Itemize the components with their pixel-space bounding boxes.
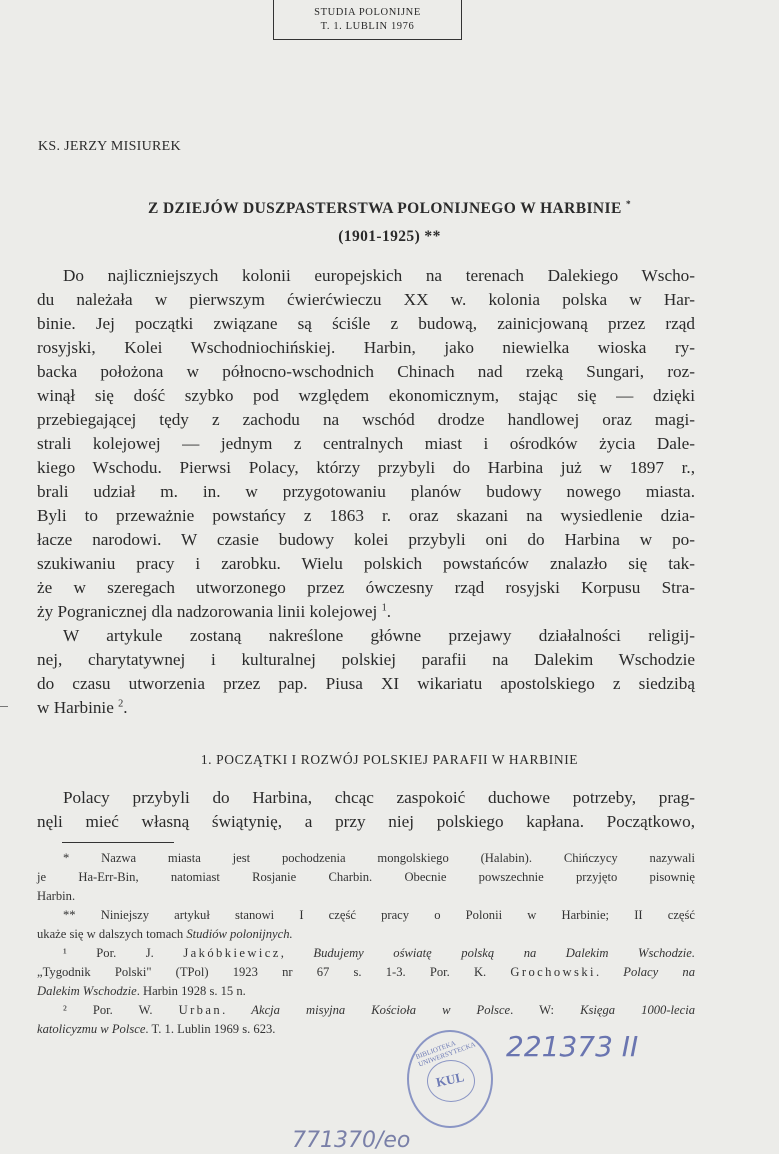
footnote-text: . [595,965,624,979]
footnote-line: je Ha-Err-Bin, natomiast Rosjanie Charbin. Obecnie powszechnie przyjęto pisownię [37,870,695,884]
article-subtitle [0,228,779,246]
footnote-italic: katolicyzmu w Polsce [37,1022,146,1036]
body-line: Byli to przeważnie powstańcy z 1863 r. oraz skazani na wysiedlenie dzia- [37,506,695,525]
footnote-author: Grochowski [510,965,596,979]
footnote-italic: Budujemy oświatę polską na Dalekim Wschodzie. [313,946,696,960]
footnote-italic: Księga 1000-lecia [580,1003,696,1017]
footnote-text: ² Por. W. [63,1003,179,1017]
journal-header-box [273,0,462,40]
footnote-italic: Akcja misyjna Kościoła w Polsce [251,1003,511,1017]
handwritten-shelfmark: 221373 II [506,1030,639,1063]
body-line: W artykule zostaną nakreślone główne przejawy działalności religij- [63,626,695,645]
body-line: szukiwaniu pracy i zarobku. Wielu polskich powstańców znalazło się tak- [37,554,695,573]
stamp-text: KUL [434,1069,466,1090]
footnote-ref-1: 1 [381,602,387,614]
footnote-line: * Nazwa miasta jest pochodzenia mongolskiego (Halabin). Chińczycy nazywali [63,851,695,865]
footnote-text: . W: [510,1003,581,1017]
footnote-text: ¹ Por. J. [63,946,184,960]
body-line: do czasu utworzenia przez pap. Piusa XI wikariatu apostolskiego z siedzibą [37,674,695,693]
footnote-author: Urban [178,1003,223,1017]
body-line: kiego Wschodu. Pierwsi Polacy, którzy przybyli do Harbina już w 1897 r., [37,458,695,477]
body-line: brali udział m. in. w przygotowaniu planów budowy nowego miasta. [37,482,695,501]
body-line: przebiegającej tędy z zachodu na wschód drodze handlowej oraz magi- [37,410,695,429]
footnote-text: . Harbin 1928 s. 15 n. [136,984,246,998]
body-line: Do najliczniejszych kolonii europejskich na terenach Dalekiego Wscho- [63,266,695,285]
handwritten-number: 771370/eo [292,1128,411,1153]
footnote-line [37,924,695,944]
section-heading: 1. POCZĄTKI I ROZWÓJ POLSKIEJ PARAFII W HARBINIE [200,752,579,767]
footnote-italic: Dalekim Wschodzie [37,984,137,998]
subtitle-footnote-mark: ** [424,228,441,245]
footnote-line [37,962,695,982]
margin-mark [0,706,8,707]
body-line: du należała w pierwszym ćwierćwieczu XX w. kolonia polska w Har- [37,290,695,309]
body-line: nej, charytatywnej i kulturalnej polskiej parafii na Dalekim Wschodzie [37,650,695,669]
title-footnote-mark: * [625,199,632,210]
journal-volume: T. 1. LUBLIN 1976 [320,21,415,32]
footnote-divider [62,842,174,843]
footnote-text: . T. 1. Lublin 1969 s. 623. [145,1022,276,1036]
body-line: ży Pogranicznej dla nadzorowania linii kolejowej $^1$. [37,602,392,621]
footnote-line [37,1000,695,1020]
body-line: rosyjski, Kolei Wschodniochińskiej. Harbin, jako niewielka wioska ry- [37,338,695,357]
stamp-ring-text: BIBLIOTEKA UNIWERSYTECKA [414,1039,477,1069]
author-name: KS. JERZY MISIUREK [38,139,181,154]
footnote-line: ** Niniejszy artykuł stanowi I część pracy o Polonii w Harbinie; II część [63,908,695,922]
footnote-text: , [280,946,314,960]
footnote-text: „Tygodnik Polski" (TPol) 1923 nr 67 s. 1-3. Por. K. [37,965,511,979]
footnote-line [37,981,695,1001]
footnote-ref-2: 2 [118,698,124,710]
body-line: strali kolejowej — jednym z centralnych miast i ośrodków życia Dale- [37,434,695,453]
footnote-italic: Polacy na [623,965,695,979]
body-line: w Harbinie $^2$. [37,698,128,717]
footnote-text: ukaże się w dalszych tomach [37,927,187,941]
library-stamp [407,1030,493,1128]
body-line-text: w Harbinie [37,698,114,717]
article-title [0,200,779,218]
body-line: binie. Jej początki związane są ściśle z budową, zainicjowaną przez rząd [37,314,695,333]
journal-name: STUDIA POLONIJNE [314,7,421,18]
footnote-italic: Studiów polonijnych. [186,927,293,941]
title-years: (1901-1925) [338,228,421,245]
body-line: że w szeregach utworzonego przez ówczesny rząd rosyjski Korpusu Stra- [37,578,695,597]
footnote-line: Harbin. [37,889,76,903]
section-line: nęli mieć własną świątynię, a przy niej polskiego kapłana. Początkowo, [37,812,695,831]
section-line: Polacy przybyli do Harbina, chcąc zaspokoić duchowe potrzeby, prag- [63,788,695,807]
title-line-1: Z DZIEJÓW DUSZPASTERSTWA POLONIJNEGO W HARBINIE [147,200,622,217]
footnote-author: Jakóbkiewicz [183,946,281,960]
body-line: winął się dość szybko pod względem ekonomicznym, stając się — dzięki [37,386,695,405]
footnote-line [37,943,695,963]
body-line: backa położona w północno-wschodnich Chinach nad rzeką Sungari, roz- [37,362,695,381]
body-line-text: ży Pogranicznej dla nadzorowania linii kolejowej [37,602,378,621]
body-line: łacze narodowi. W czasie budowy kolei przybyli oni do Harbina w po- [37,530,695,549]
footnote-text: . [222,1003,252,1017]
